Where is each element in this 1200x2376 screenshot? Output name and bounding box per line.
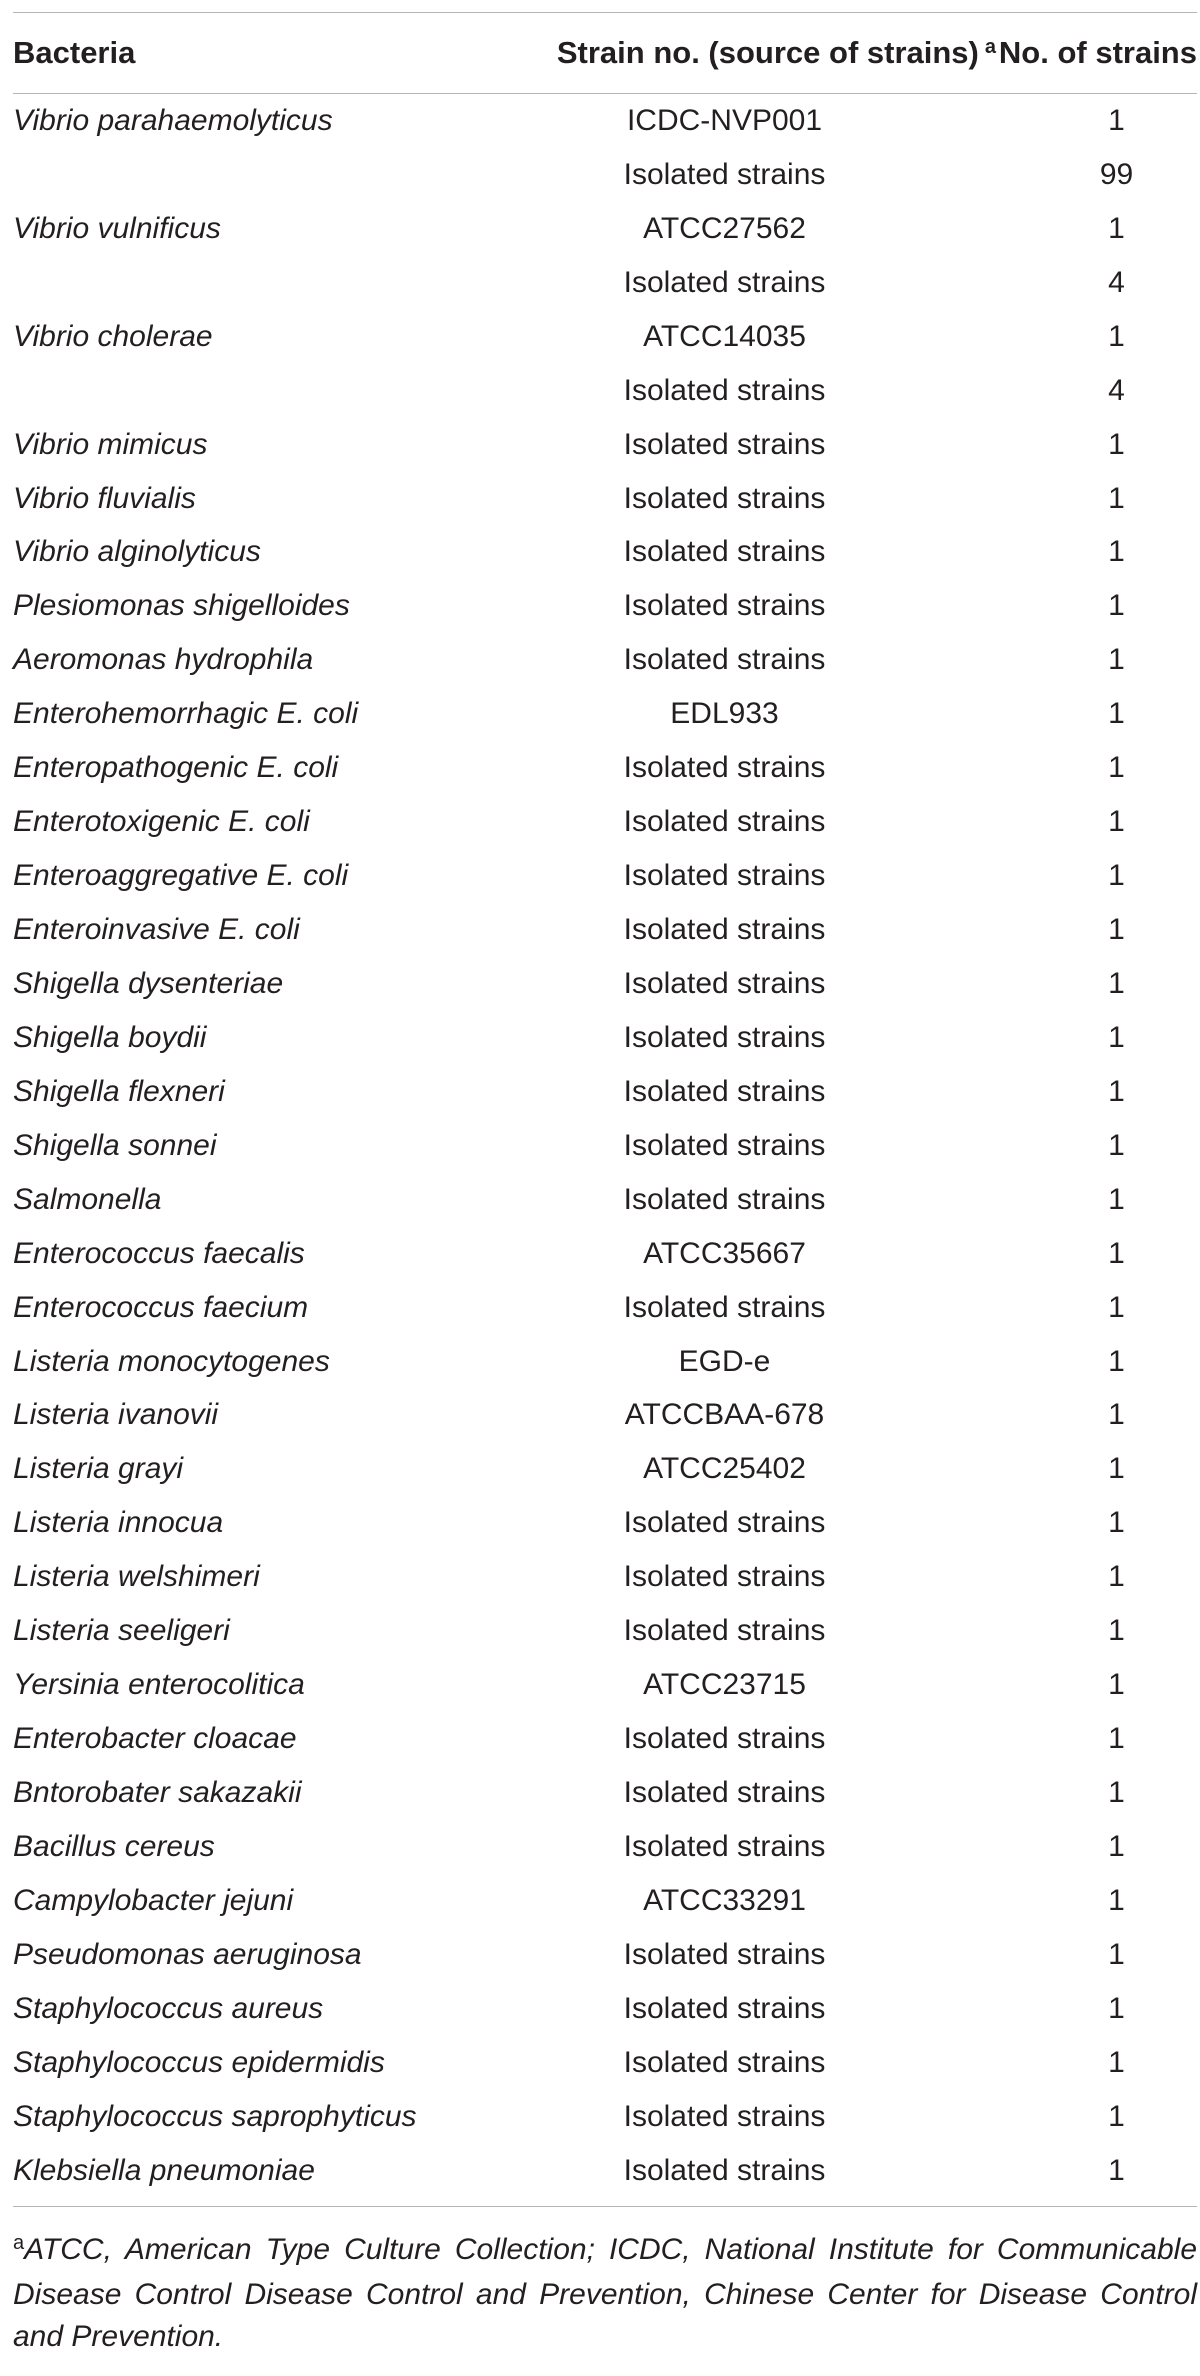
cell-strain: Isolated strains — [623, 1560, 826, 1594]
cell-bacteria: Listeria ivanovii — [13, 1398, 219, 1432]
table-row — [13, 1874, 1197, 1928]
table-bottom-rule — [13, 2206, 1197, 2207]
table-row — [13, 957, 1197, 1011]
cell-count: 1 — [1108, 535, 1125, 569]
cell-strain: EDL933 — [670, 697, 779, 731]
cell-count: 1 — [1108, 1236, 1125, 1270]
footnote-mark: a — [13, 2231, 25, 2254]
cell-bacteria: Bntorobater sakazakii — [13, 1776, 302, 1810]
cell-bacteria: Enterococcus faecalis — [13, 1236, 305, 1270]
cell-bacteria: Enteroinvasive E. coli — [13, 913, 300, 947]
table-row — [13, 472, 1197, 526]
cell-bacteria: Klebsiella pneumoniae — [13, 2153, 315, 2187]
cell-count: 1 — [1108, 481, 1125, 515]
cell-bacteria: Enteropathogenic E. coli — [13, 751, 339, 785]
cell-strain: ATCC33291 — [643, 1883, 806, 1917]
cell-count: 1 — [1108, 1776, 1125, 1810]
cell-count: 1 — [1108, 697, 1125, 731]
cell-bacteria: Listeria welshimeri — [13, 1560, 260, 1594]
cell-count: 1 — [1108, 103, 1125, 137]
table-row — [13, 579, 1197, 633]
cell-bacteria: Campylobacter jejuni — [13, 1883, 294, 1917]
cell-bacteria: Yersinia enterocolitica — [13, 1668, 305, 1702]
table-row — [13, 1766, 1197, 1820]
table-row — [13, 1658, 1197, 1712]
cell-strain: Isolated strains — [623, 535, 826, 569]
cell-count: 1 — [1108, 1182, 1125, 1216]
cell-bacteria: Aeromonas hydrophila — [13, 643, 314, 677]
cell-count: 1 — [1108, 211, 1125, 245]
header-bacteria: Bacteria — [13, 35, 136, 70]
cell-count: 1 — [1108, 1128, 1125, 1162]
cell-strain: ATCC27562 — [643, 211, 806, 245]
table-row — [13, 1442, 1197, 1496]
cell-count: 1 — [1108, 859, 1125, 893]
table-row — [13, 256, 1197, 310]
cell-bacteria: Listeria innocua — [13, 1506, 224, 1540]
cell-bacteria: Shigella flexneri — [13, 1074, 225, 1108]
cell-strain: Isolated strains — [623, 1128, 826, 1162]
cell-strain: EGD-e — [678, 1344, 771, 1378]
cell-count: 1 — [1108, 1991, 1125, 2025]
table-row — [13, 1227, 1197, 1281]
cell-strain: Isolated strains — [623, 1182, 826, 1216]
cell-count: 1 — [1108, 1829, 1125, 1863]
table-row — [13, 1496, 1197, 1550]
table-row — [13, 1335, 1197, 1389]
cell-bacteria: Enterobacter cloacae — [13, 1722, 297, 1756]
cell-strain: ATCC35667 — [643, 1236, 806, 1270]
cell-count: 1 — [1108, 1020, 1125, 1054]
cell-strain: ATCC25402 — [643, 1452, 806, 1486]
table-row — [13, 2036, 1197, 2090]
cell-strain: Isolated strains — [623, 805, 826, 839]
table-row — [13, 94, 1197, 148]
cell-bacteria: Listeria monocytogenes — [13, 1344, 330, 1378]
cell-bacteria: Plesiomonas shigelloides — [13, 589, 350, 623]
table-footnote — [13, 2229, 1197, 2358]
table-row — [13, 310, 1197, 364]
cell-bacteria: Pseudomonas aeruginosa — [13, 1937, 362, 1971]
cell-bacteria: Staphylococcus saprophyticus — [13, 2099, 417, 2133]
cell-strain: Isolated strains — [623, 1937, 826, 1971]
cell-strain: ATCC14035 — [643, 319, 806, 353]
table-row — [13, 1928, 1197, 1982]
cell-count: 1 — [1108, 913, 1125, 947]
cell-bacteria: Enterohemorrhagic E. coli — [13, 697, 359, 731]
cell-strain: Isolated strains — [623, 1290, 826, 1324]
cell-bacteria: Vibrio alginolyticus — [13, 535, 261, 569]
cell-strain: Isolated strains — [623, 481, 826, 515]
table-row — [13, 849, 1197, 903]
cell-count: 1 — [1108, 966, 1125, 1000]
cell-strain: Isolated strains — [623, 157, 826, 191]
cell-bacteria: Staphylococcus aureus — [13, 1991, 324, 2025]
cell-count: 1 — [1108, 1074, 1125, 1108]
cell-strain: ICDC-NVP001 — [626, 103, 823, 137]
cell-count: 1 — [1108, 2099, 1125, 2133]
table-row — [13, 1065, 1197, 1119]
cell-count: 1 — [1108, 2045, 1125, 2079]
cell-strain: Isolated strains — [623, 373, 826, 407]
header-strain-label: Strain no. (source of strains) — [556, 35, 979, 70]
cell-bacteria: Vibrio parahaemolyticus — [13, 103, 333, 137]
table-row — [13, 1173, 1197, 1227]
table-row — [13, 1281, 1197, 1335]
cell-strain: Isolated strains — [623, 1991, 826, 2025]
cell-strain: Isolated strains — [623, 751, 826, 785]
table-row — [13, 903, 1197, 957]
cell-count: 1 — [1108, 2153, 1125, 2187]
table-row — [13, 1011, 1197, 1065]
cell-count: 1 — [1108, 1722, 1125, 1756]
cell-bacteria: Staphylococcus epidermidis — [13, 2045, 385, 2079]
table-row — [13, 687, 1197, 741]
cell-bacteria: Enterococcus faecium — [13, 1290, 309, 1324]
cell-strain: Isolated strains — [623, 1506, 826, 1540]
table-header-row — [13, 13, 1197, 93]
cell-count: 1 — [1108, 1668, 1125, 1702]
cell-count: 1 — [1108, 1937, 1125, 1971]
cell-bacteria: Shigella boydii — [13, 1020, 207, 1054]
table-row — [13, 526, 1197, 580]
table-body — [13, 94, 1197, 2198]
table-row — [13, 1712, 1197, 1766]
cell-count: 1 — [1108, 1398, 1125, 1432]
cell-strain: Isolated strains — [623, 2153, 826, 2187]
cell-strain: Isolated strains — [623, 2045, 826, 2079]
cell-bacteria: Salmonella — [13, 1182, 162, 1216]
cell-count: 1 — [1108, 1344, 1125, 1378]
cell-bacteria: Bacillus cereus — [13, 1829, 215, 1863]
table-row — [13, 795, 1197, 849]
cell-bacteria: Vibrio vulnificus — [13, 211, 221, 245]
cell-count: 1 — [1108, 1506, 1125, 1540]
cell-strain: ATCCBAA-678 — [624, 1398, 825, 1432]
table-row — [13, 148, 1197, 202]
footnote-text: ATCC, American Type Culture Collection; ICDC, National Institute for Communicable Disease Control Disease Control and Prevention, Chinese Center for Disease Control and Prevention. — [13, 2232, 1197, 2353]
strain-table-page — [13, 12, 1197, 2358]
cell-count: 1 — [1108, 1560, 1125, 1594]
table-row — [13, 2144, 1197, 2198]
cell-count: 1 — [1108, 1614, 1125, 1648]
table-row — [13, 741, 1197, 795]
cell-bacteria: Enterotoxigenic E. coli — [13, 805, 310, 839]
cell-strain: Isolated strains — [623, 1829, 826, 1863]
cell-strain: Isolated strains — [623, 913, 826, 947]
cell-strain: Isolated strains — [623, 859, 826, 893]
cell-strain: Isolated strains — [623, 265, 826, 299]
table-row — [13, 364, 1197, 418]
table-row — [13, 1119, 1197, 1173]
cell-strain: Isolated strains — [623, 2099, 826, 2133]
cell-strain: Isolated strains — [623, 1776, 826, 1810]
cell-strain: Isolated strains — [623, 1074, 826, 1108]
cell-strain: Isolated strains — [623, 589, 826, 623]
cell-count: 1 — [1108, 643, 1125, 677]
header-strain-footnote-mark: a — [984, 36, 996, 58]
cell-strain: ATCC23715 — [643, 1668, 806, 1702]
cell-bacteria: Shigella dysenteriae — [13, 966, 284, 1000]
cell-bacteria: Enteroaggregative E. coli — [13, 859, 349, 893]
table-row — [13, 418, 1197, 472]
cell-count: 99 — [1099, 157, 1134, 191]
cell-count: 4 — [1108, 373, 1125, 407]
cell-bacteria: Vibrio mimicus — [13, 427, 208, 461]
cell-count: 1 — [1108, 1290, 1125, 1324]
cell-strain: Isolated strains — [623, 966, 826, 1000]
table-row — [13, 633, 1197, 687]
table-row — [13, 1550, 1197, 1604]
header-strain — [453, 35, 996, 71]
cell-bacteria: Vibrio cholerae — [13, 319, 213, 353]
cell-count: 1 — [1108, 805, 1125, 839]
table-row — [13, 1820, 1197, 1874]
cell-strain: Isolated strains — [623, 1614, 826, 1648]
cell-bacteria: Shigella sonnei — [13, 1128, 217, 1162]
table-row — [13, 1604, 1197, 1658]
cell-count: 1 — [1108, 1452, 1125, 1486]
cell-count: 1 — [1108, 589, 1125, 623]
cell-strain: Isolated strains — [623, 1722, 826, 1756]
table-row — [13, 2090, 1197, 2144]
cell-strain: Isolated strains — [623, 643, 826, 677]
cell-bacteria: Vibrio fluvialis — [13, 481, 196, 515]
cell-bacteria: Listeria grayi — [13, 1452, 184, 1486]
cell-count: 4 — [1108, 265, 1125, 299]
cell-count: 1 — [1108, 319, 1125, 353]
table-row — [13, 1389, 1197, 1443]
table-row — [13, 202, 1197, 256]
cell-strain: Isolated strains — [623, 427, 826, 461]
cell-bacteria: Listeria seeligeri — [13, 1614, 230, 1648]
cell-count: 1 — [1108, 1883, 1125, 1917]
table-row — [13, 1982, 1197, 2036]
cell-count: 1 — [1108, 427, 1125, 461]
cell-count: 1 — [1108, 751, 1125, 785]
header-count: No. of strains — [998, 35, 1197, 70]
cell-strain: Isolated strains — [623, 1020, 826, 1054]
